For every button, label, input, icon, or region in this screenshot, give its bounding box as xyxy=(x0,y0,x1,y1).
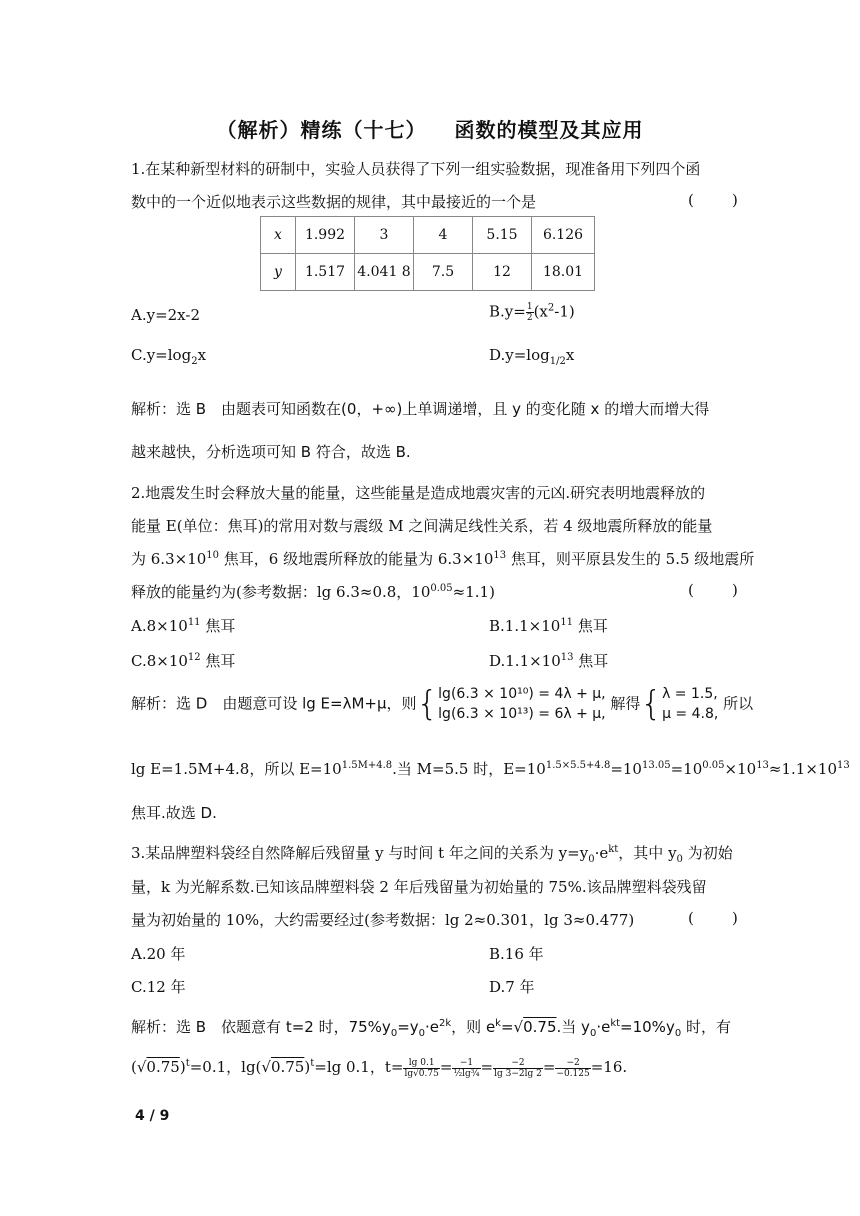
q2-answer-line-2: lg E=1.5M+4.8，所以 $E=10^{1.5M+4.8}$.当 M=5.5 时，$E=10^{1.5\times 5.5+4.8}=10^{13.05}=10^{0.05}\times 10^{13}\approx 1.1\times 10^{13}$ xyxy=(131,760,850,778)
q3-line-2: 量，k 为光解系数.已知该品牌塑料袋 2 年后残留量为初始量的 75%.该品牌塑料袋残留 xyxy=(131,878,707,896)
q3-answer-line-1: 解析：选 B 依题意有 t=2 时，$75\%y_0=y_0\cdot e^{2k}$，则 $e^k=√0.75$.当 $y_0\cdot e^{kt}=10\%y_0$ 时，有 xyxy=(131,1018,731,1039)
page-title xyxy=(0,114,860,143)
q2-line-2: 能量 E(单位：焦耳)的常用对数与震级 M 之间满足线性关系，若 4 级地震所释放的能量 xyxy=(131,517,713,535)
table-cell: 6.126 xyxy=(532,217,595,254)
table-row-x xyxy=(261,217,595,254)
q1-answer-line-1: 解析：选 B 由题表可知函数在(0，+∞)上单调递增，且 y 的变化随 x 的增大而增大得 xyxy=(131,400,710,418)
table-cell: 7.5 xyxy=(414,254,473,291)
table-cell: 5.15 xyxy=(473,217,532,254)
q3-line-1: 3.某品牌塑料袋经自然降解后残留量 y 与时间 t 年之间的关系为 $y=y_0\cdot e^{kt}$，其中 $y_0$ 为初始 xyxy=(131,844,733,865)
q2-line-1: 2.地震发生时会释放大量的能量，这些能量是造成地震灾害的元凶.研究表明地震释放的 xyxy=(131,484,706,502)
q2-option-b: $B.1.1\times 10^{11}$ 焦耳 xyxy=(489,617,608,635)
q1-option-a: A.y=2x-2 xyxy=(131,306,200,324)
q1-data-table xyxy=(260,216,595,291)
table-cell: 1.992 xyxy=(296,217,355,254)
q1-option-b: B.y= $\frac{1}{2}$ $(x^2-1)$ xyxy=(489,302,575,323)
q1-answer-line-2: 越来越快，分析选项可知 B 符合，故选 B. xyxy=(131,443,411,461)
q1-line-1: 1.在某种新型材料的研制中，实验人员获得了下列一组实验数据，现准备用下列四个函 xyxy=(131,160,701,178)
table-header-x: x xyxy=(261,217,296,254)
table-row-y xyxy=(261,254,595,291)
q3-option-c: C.12 年 xyxy=(131,978,186,996)
q3-answer-paren: ( ) xyxy=(688,909,738,927)
q2-answer-line-1: 解析：选 D 由题意可设 lg E=λM+μ，则{lg(6.3 × 10¹⁰) = 4λ + μ, lg(6.3 × 10¹³) = 6λ + μ, 解得{λ = 1.5, μ = 4.8, 所以 xyxy=(131,684,754,724)
table-cell: 12 xyxy=(473,254,532,291)
table-header-y: y xyxy=(261,254,296,291)
table-cell: 4.041 8 xyxy=(355,254,414,291)
q2-answer-paren: ( ) xyxy=(688,581,738,599)
table-cell: 18.01 xyxy=(532,254,595,291)
q2-line-3: 为 $6.3\times 10^{10}$ 焦耳，6 级地震所释放的能量为 $6.3\times 10^{13}$ 焦耳，则平原县发生的 5.5 级地震所 xyxy=(131,550,755,568)
q1-answer-paren: ( ) xyxy=(688,191,738,209)
page-number: 4 / 9 xyxy=(135,1108,170,1124)
q2-line-4: 释放的能量约为(参考数据：lg 6.3≈0.8，$10^{0.05}\approx 1.1$) xyxy=(131,583,495,601)
q1-option-d: $D.y=\log_{1/2}x$ xyxy=(489,346,575,367)
q3-option-a: A.20 年 xyxy=(131,945,186,963)
q2-option-d: $D.1.1\times 10^{13}$ 焦耳 xyxy=(489,652,609,670)
q2-option-a: $A.8\times 10^{11}$ 焦耳 xyxy=(131,617,236,635)
table-cell: 3 xyxy=(355,217,414,254)
table-cell: 4 xyxy=(414,217,473,254)
table-cell: 1.517 xyxy=(296,254,355,291)
q2-answer-line-3: 焦耳.故选 D. xyxy=(131,804,217,822)
q1-line-2: 数中的一个近似地表示这些数据的规律，其中最接近的一个是 xyxy=(131,193,537,211)
q3-answer-line-2: $(√0.75)^t=0.1$，$\lg(√0.75)^t=\lg$ 0.1，t= $\frac{\lg 0.1}{\lg√0.75}$ = $\frac{-1}{\text{½lg¾}}$ = $\frac{-2}{\lg 3-2\lg 2}$ = $\frac{-2}{-0.125}$ =16. xyxy=(131,1057,628,1079)
q3-option-b: B.16 年 xyxy=(489,945,544,963)
q1-option-c: $C.y=\log_2x$ xyxy=(131,346,207,367)
title-part-2: 函数的模型及其应用 xyxy=(454,118,644,142)
title-part-1: （解析）精练（十七） xyxy=(216,118,427,142)
q3-option-d: D.7 年 xyxy=(489,978,535,996)
q2-option-c: $C.8\times 10^{12}$ 焦耳 xyxy=(131,652,236,670)
q3-line-3: 量为初始量的 10%，大约需要经过(参考数据：lg 2≈0.301，lg 3≈0.477) xyxy=(131,911,635,929)
